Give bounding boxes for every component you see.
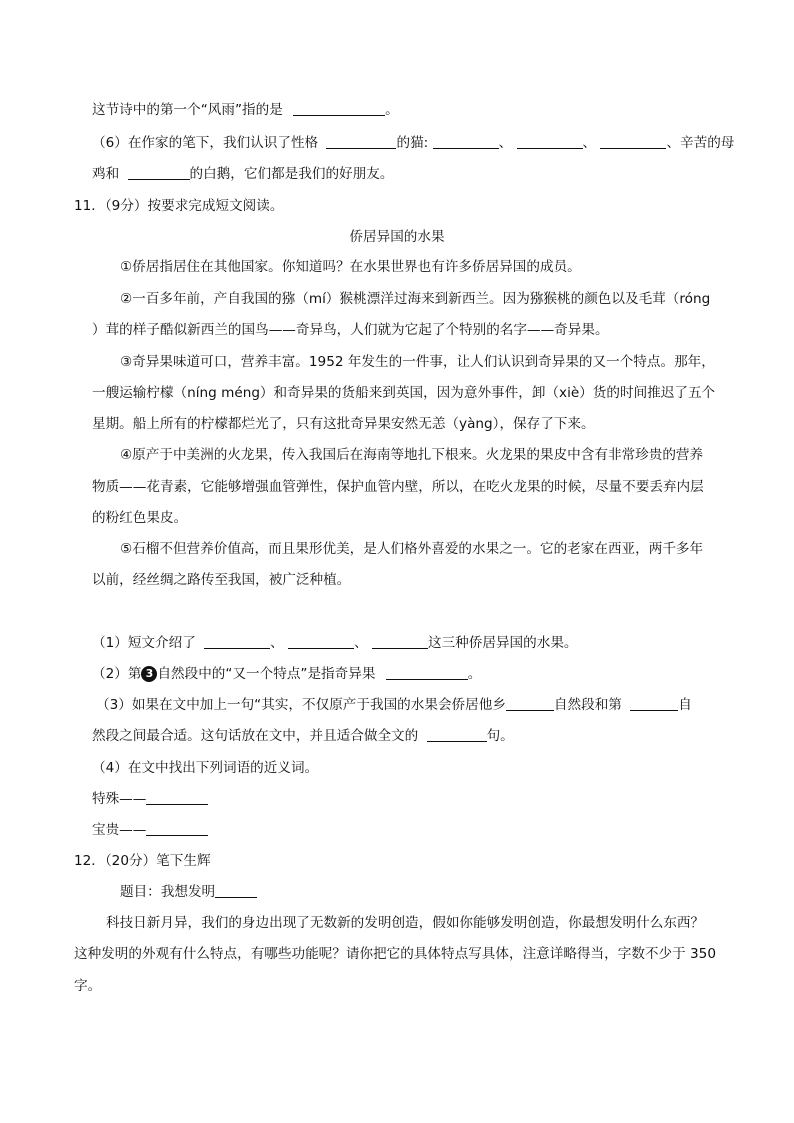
sub-question-3-line1 (96, 695, 692, 715)
question-text: 然段之间最合适。这句话放在文中，并且适合做全文的 (92, 728, 419, 744)
separator: 、 (498, 135, 513, 151)
essay-prompt-line1: 科技日新月异，我们的身边出现了无数新的发明创造，假如你能够发明创造，你最想发明什么东西？ (106, 915, 705, 931)
question-text: 的白鹅，它们都是我们的好朋友。 (189, 166, 394, 182)
question-text: 鸡和 (92, 166, 120, 182)
question-6-line2 (92, 164, 393, 184)
essay-prompt-line2: 这种发明的外观有什么特点，有哪些功能呢？请你把它的具体特点写具体，注意详略得当，字数不少于 350 (74, 946, 716, 962)
passage-paragraph-5-line2: 以前，经丝绸之路传至我国，被广泛种植。 (92, 572, 351, 588)
answer-blank[interactable] (386, 664, 468, 680)
sub-question-3-line2 (92, 726, 514, 746)
separator: 、 (354, 635, 368, 651)
answer-blank[interactable] (372, 633, 428, 649)
passage-paragraph-5-line1: ⑤石榴不但营养价值高，而且果形优美，是人们格外喜爱的水果之一。它的老家在西亚，两千多年 (120, 541, 704, 557)
question-text: 自 (678, 697, 692, 713)
answer-blank[interactable] (517, 133, 583, 149)
question-text: 、辛苦的母 (666, 135, 735, 151)
answer-blank[interactable] (215, 882, 257, 898)
question-text: 的猫: (396, 135, 429, 151)
answer-blank[interactable] (146, 789, 208, 805)
passage-paragraph-3-line1: ③奇异果味道可口，营养丰富。1952 年发生的一件事，让人们认识到奇异果的又一个特点。那年， (120, 354, 715, 370)
answer-blank[interactable] (146, 820, 208, 836)
passage-title: 侨居异国的水果 (349, 229, 445, 245)
synonym-word: 宝贵—— (92, 822, 147, 838)
question-11-header: 11．（9分）按要求完成短文阅读。 (74, 198, 284, 214)
question-12-header: 12．（20分）笔下生辉 (74, 853, 211, 869)
question-6-line1 (92, 133, 734, 153)
answer-blank[interactable] (293, 100, 385, 116)
topic-text: 题目：我想发明 (120, 884, 216, 900)
passage-paragraph-3-line3: 星期。船上所有的柠檬都烂光了，只有这批奇异果安然无恙（yàng），保存了下来。 (92, 416, 595, 432)
answer-blank[interactable] (506, 695, 554, 711)
question-text: 句。 (486, 728, 514, 744)
sub-question-4: （4）在文中找出下列词语的近义词。 (92, 760, 319, 776)
answer-blank[interactable] (600, 133, 666, 149)
answer-blank[interactable] (433, 133, 499, 149)
synonym-line-2 (92, 820, 208, 840)
punctuation: 。 (467, 666, 482, 682)
question-line-wind-rain (92, 100, 399, 120)
answer-blank[interactable] (128, 164, 190, 180)
answer-blank[interactable] (427, 726, 487, 742)
sub-question-1 (92, 633, 578, 653)
synonym-line-1 (92, 789, 208, 809)
passage-paragraph-4-line1: ④原产于中美洲的火龙果，传入我国后在海南等地扎下根来。火龙果的果皮中含有非常珍贵的营养 (120, 447, 704, 463)
essay-topic (120, 882, 257, 902)
passage-paragraph-3-line2: 一艘运输柠檬（níng méng）和奇异果的货船来到英国，因为意外事件，卸（xiè）货的时间推迟了五个 (92, 385, 716, 401)
separator: 、 (582, 135, 597, 151)
passage-paragraph-2-line1: ②一百多年前，产自我国的猕（mí）猴桃漂洋过海来到新西兰。因为猕猴桃的颜色以及毛茸（róng (120, 291, 711, 307)
question-text: （6）在作家的笔下，我们认识了性格 (92, 135, 319, 151)
answer-blank[interactable] (204, 633, 270, 649)
circled-number: 3 (141, 666, 157, 682)
question-text: 这节诗中的第一个“风雨”指的是 (92, 102, 283, 118)
answer-blank[interactable] (326, 133, 396, 149)
passage-paragraph-2-line2: ）茸的样子酷似新西兰的国鸟——奇异鸟，人们就为它起了个特别的名字——奇异果。 (92, 322, 609, 338)
sub-question-2 (92, 664, 481, 684)
question-text: 自然段中的“又一个特点”是指奇异果 (157, 666, 376, 682)
punctuation: 。 (385, 102, 399, 118)
question-text: （2）第 (92, 666, 142, 682)
question-text: （1）短文介绍了 (92, 635, 196, 651)
answer-blank[interactable] (288, 633, 354, 649)
passage-paragraph-4-line2: 物质——花青素，它能够增强血管弹性，保护血管内壁，所以，在吃火龙果的时候，尽量不要丢弃内层 (92, 479, 704, 495)
essay-prompt-line3: 字。 (74, 978, 102, 994)
question-text: 这三种侨居异国的水果。 (427, 635, 578, 651)
question-text: 自然段和第 (553, 697, 622, 713)
answer-blank[interactable] (630, 695, 678, 711)
separator: 、 (270, 635, 284, 651)
passage-paragraph-4-line3: 的粉红色果皮。 (92, 510, 188, 526)
synonym-word: 特殊—— (92, 791, 147, 807)
passage-paragraph-1: ①侨居指居住在其他国家。你知道吗？在水果世界也有许多侨居异国的成员。 (120, 259, 581, 275)
question-text: （3）如果在文中加上一句“其实，不仅原产于我国的水果会侨居他乡 (96, 697, 506, 713)
